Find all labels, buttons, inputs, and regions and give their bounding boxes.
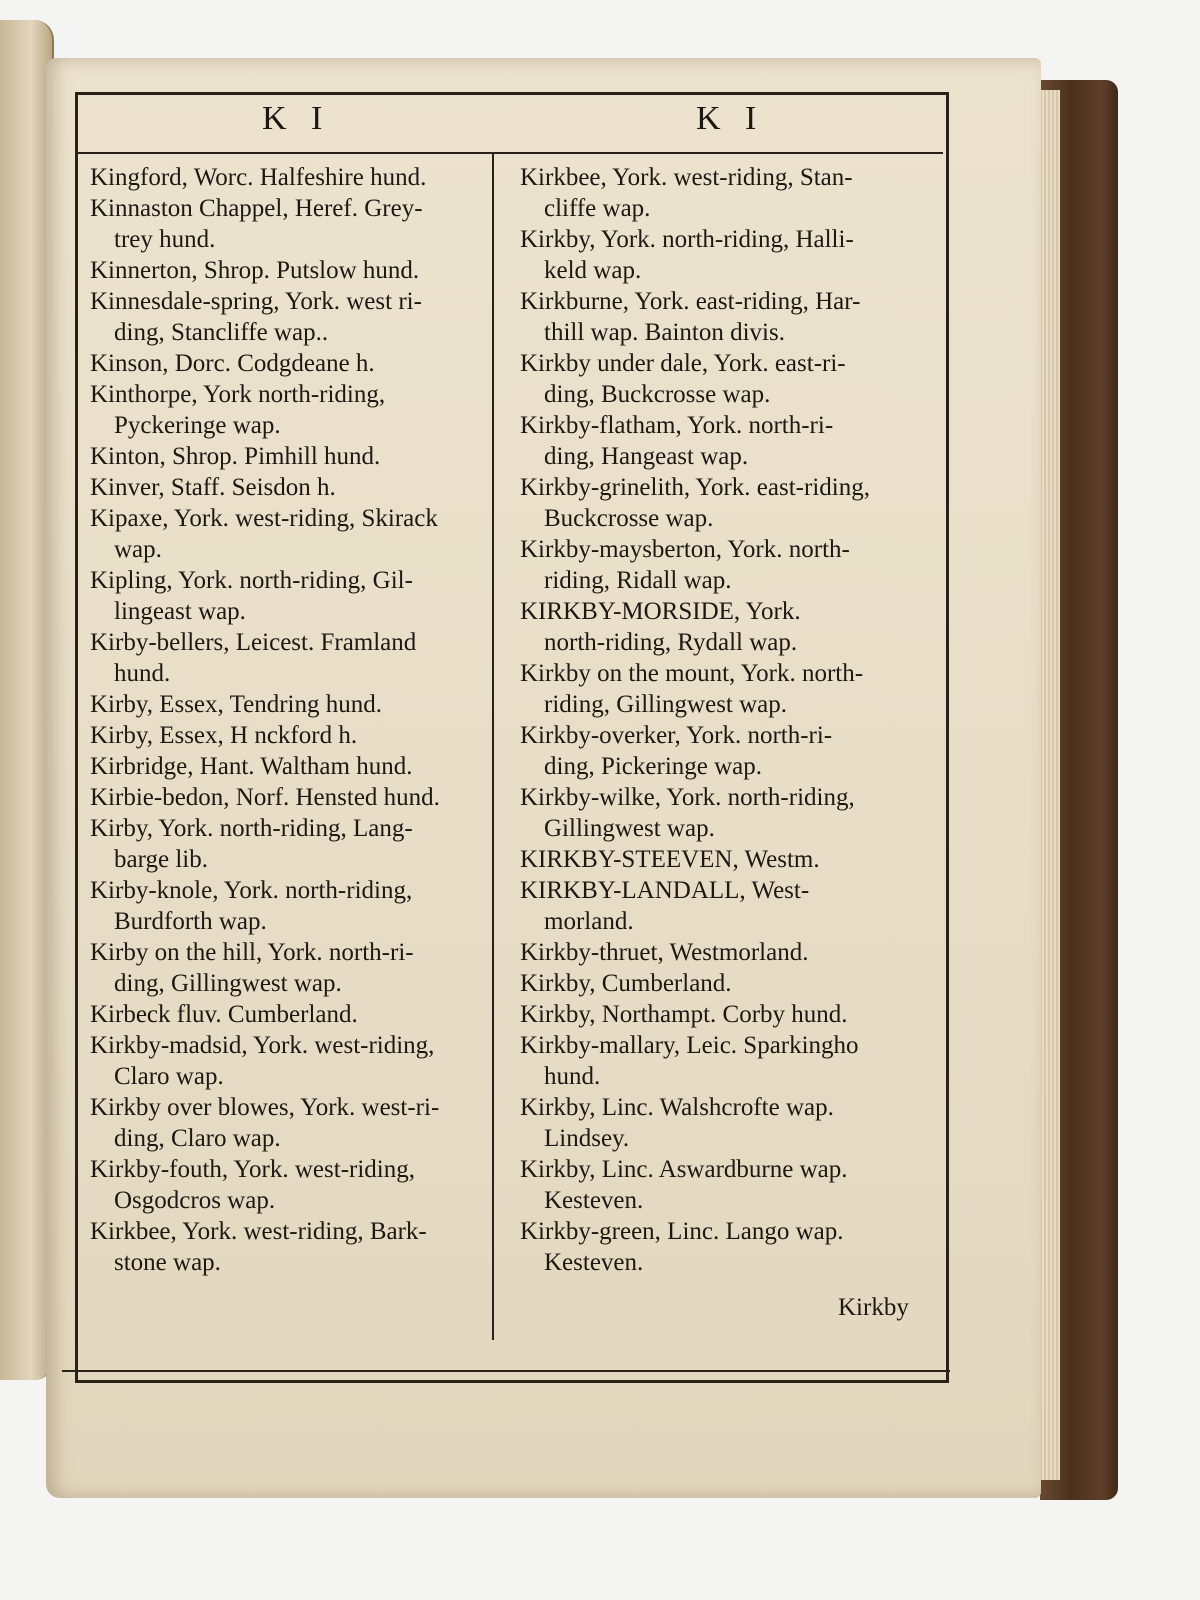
gazetteer-entry-line: Kipling, York. north-riding, Gil- xyxy=(90,567,413,594)
gazetteer-entry-line: Kesteven. xyxy=(544,1249,644,1276)
gazetteer-entry-line: ding, Claro wap. xyxy=(114,1125,281,1152)
gazetteer-entry-line: riding, Ridall wap. xyxy=(544,567,732,594)
gazetteer-entry-line: hund. xyxy=(114,660,171,687)
gazetteer-entry-line: hund. xyxy=(544,1063,601,1090)
gazetteer-entry-line: ding, Stancliffe wap.. xyxy=(114,319,329,346)
gazetteer-entry-line: riding, Gillingwest wap. xyxy=(544,691,788,718)
gazetteer-entry-line: lingeast wap. xyxy=(114,598,246,625)
gazetteer-entry-line: Kesteven. xyxy=(544,1187,644,1214)
gazetteer-entry-line: ding, Pickeringe wap. xyxy=(544,753,763,780)
gazetteer-entry-line: Kirkby, Cumberland. xyxy=(520,970,732,997)
gazetteer-entry-line: Kirby, Essex, Tendring hund. xyxy=(90,691,382,718)
gazetteer-entry-line: Kirkburne, York. east-riding, Har- xyxy=(520,288,861,315)
gazetteer-entry-line: Kirkby, Northampt. Corby hund. xyxy=(520,1001,848,1028)
gazetteer-entry-line: Kirkby-maysberton, York. north- xyxy=(520,536,850,563)
running-head-left: K I xyxy=(262,100,331,137)
gazetteer-entry-line: Kirkby-grinelith, York. east-riding, xyxy=(520,474,870,501)
gazetteer-entry-line: stone wap. xyxy=(114,1249,221,1276)
gazetteer-entry-line: KIRKBY-STEEVEN, Westm. xyxy=(520,846,820,873)
gazetteer-entry-line: Kinson, Dorc. Codgdeane h. xyxy=(90,350,375,377)
gazetteer-entry-line: Kirbie-bedon, Norf. Hensted hund. xyxy=(90,784,440,811)
gazetteer-entry-line: Kinnesdale-spring, York. west ri- xyxy=(90,288,422,315)
gazetteer-entry-line: Kirkby-green, Linc. Lango wap. xyxy=(520,1218,844,1245)
gazetteer-entry-line: Claro wap. xyxy=(114,1063,224,1090)
gazetteer-entry-line: ding, Gillingwest wap. xyxy=(114,970,342,997)
gazetteer-entry-line: Kirkby, Linc. Aswardburne wap. xyxy=(520,1156,848,1183)
catchword: Kirkby xyxy=(838,1294,909,1321)
gazetteer-entry-line: Kirby on the hill, York. north-ri- xyxy=(90,939,414,966)
gazetteer-entry-line: Kingford, Worc. Halfeshire hund. xyxy=(90,164,427,191)
column-divider xyxy=(492,152,494,1340)
gazetteer-entry-line: Kirkbee, York. west-riding, Bark- xyxy=(90,1218,427,1245)
gazetteer-entry-line: ding, Buckcrosse wap. xyxy=(544,381,771,408)
gazetteer-entry-line: Kirkby-overker, York. north-ri- xyxy=(520,722,833,749)
gazetteer-entry-line: barge lib. xyxy=(114,846,208,873)
gazetteer-entry-line: thill wap. Bainton divis. xyxy=(544,319,785,346)
gazetteer-entry-line: Kirbeck fluv. Cumberland. xyxy=(90,1001,358,1028)
gazetteer-entry-line: Kirkby on the mount, York. north- xyxy=(520,660,864,687)
gazetteer-entry-line: KIRKBY-LANDALL, West- xyxy=(520,877,810,904)
footer-rule xyxy=(62,1370,950,1372)
gazetteer-entry-line: north-riding, Rydall wap. xyxy=(544,629,798,656)
gazetteer-entry-line: Kinnaston Chappel, Heref. Grey- xyxy=(90,195,423,222)
gazetteer-entry-line: Kirkby-thruet, Westmorland. xyxy=(520,939,809,966)
gazetteer-entry-line: Kirkby-mallary, Leic. Sparkingho xyxy=(520,1032,859,1059)
gazetteer-entry-line: Kirkby under dale, York. east-ri- xyxy=(520,350,846,377)
gazetteer-entry-line: Kirkby-flatham, York. north-ri- xyxy=(520,412,834,439)
gazetteer-entry-line: Kinthorpe, York north-riding, xyxy=(90,381,386,408)
gazetteer-entry-line: Kirby-knole, York. north-riding, xyxy=(90,877,413,904)
left-column-entries xyxy=(90,162,490,1278)
gazetteer-entry-line: Kirbridge, Hant. Waltham hund. xyxy=(90,753,413,780)
right-column-entries xyxy=(520,162,920,1278)
gazetteer-entry-line: Kirkby, Linc. Walshcrofte wap. xyxy=(520,1094,834,1121)
gazetteer-entry-line: Kirby, Essex, H nckford h. xyxy=(90,722,358,749)
gazetteer-entry-line: Lindsey. xyxy=(544,1125,630,1152)
gazetteer-entry-line: trey hund. xyxy=(114,226,216,253)
gazetteer-entry-line: cliffe wap. xyxy=(544,195,651,222)
gazetteer-entry-line: Burdforth wap. xyxy=(114,908,267,935)
gazetteer-entry-line: Kirkby, York. north-riding, Halli- xyxy=(520,226,854,253)
gazetteer-entry-line: Kinton, Shrop. Pimhill hund. xyxy=(90,443,381,470)
gazetteer-entry-line: Osgodcros wap. xyxy=(114,1187,276,1214)
gazetteer-entry-line: morland. xyxy=(544,908,634,935)
running-head-right: K I xyxy=(696,100,765,137)
gazetteer-entry-line: ding, Hangeast wap. xyxy=(544,443,749,470)
gazetteer-entry-line: Kirby-bellers, Leicest. Framland xyxy=(90,629,417,656)
gazetteer-entry-line: Gillingwest wap. xyxy=(544,815,715,842)
gazetteer-entry-line: Kirkby-wilke, York. north-riding, xyxy=(520,784,855,811)
gazetteer-entry-line: keld wap. xyxy=(544,257,642,284)
gazetteer-entry-line: Kinnerton, Shrop. Putslow hund. xyxy=(90,257,420,284)
gazetteer-entry-line: wap. xyxy=(114,536,162,563)
gazetteer-entry-line: Kirby, York. north-riding, Lang- xyxy=(90,815,413,842)
gazetteer-entry-line: Kinver, Staff. Seisdon h. xyxy=(90,474,336,501)
gazetteer-entry-line: Kipaxe, York. west-riding, Skirack xyxy=(90,505,438,532)
gazetteer-entry-line: KIRKBY-MORSIDE, York. xyxy=(520,598,801,625)
header-rule xyxy=(75,152,943,154)
gazetteer-entry-line: Pyckeringe wap. xyxy=(114,412,281,439)
gazetteer-entry-line: Kirkby-fouth, York. west-riding, xyxy=(90,1156,415,1183)
gazetteer-entry-line: Kirkbee, York. west-riding, Stan- xyxy=(520,164,853,191)
gazetteer-entry-line: Kirkby over blowes, York. west-ri- xyxy=(90,1094,440,1121)
gazetteer-entry-line: Buckcrosse wap. xyxy=(544,505,714,532)
gazetteer-entry-line: Kirkby-madsid, York. west-riding, xyxy=(90,1032,435,1059)
